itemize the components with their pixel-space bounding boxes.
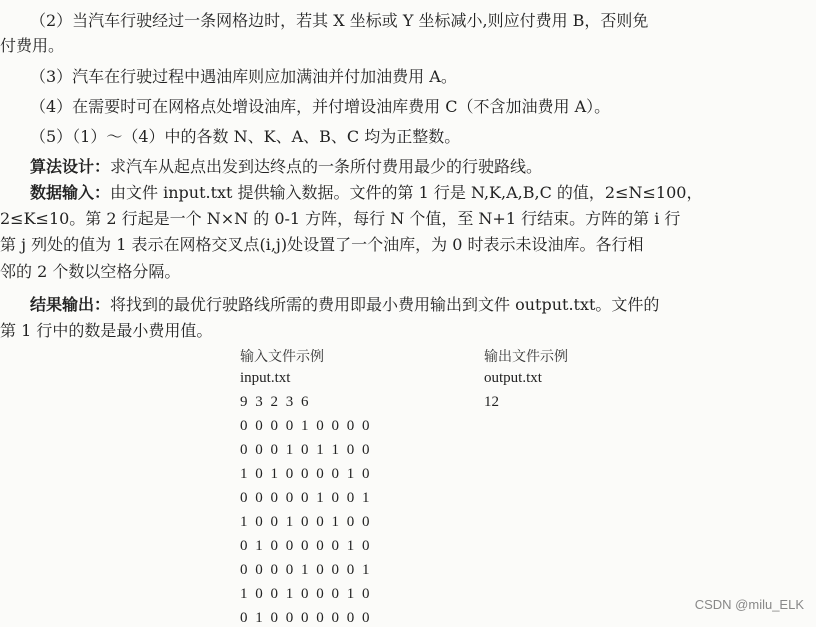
- rule-4: （4）在需要时可在网格点处增设油库，并付增设油库费用 C（不含加油费用 A）。: [30, 97, 611, 116]
- sample-input-line: 1 0 1 0 0 0 0 1 0: [240, 466, 372, 482]
- sample-input-line: 0 0 0 0 1 0 0 0 1: [240, 562, 372, 578]
- sample-input-line: 1 0 0 1 0 0 0 1 0: [240, 586, 372, 602]
- sample-input-line: 1 0 0 1 0 0 1 0 0: [240, 514, 372, 530]
- sample-output-header: 输出文件示例: [484, 349, 568, 365]
- result-output-label: 结果输出：: [30, 295, 111, 314]
- sample-input-line: 0 0 0 0 0 1 0 0 1: [240, 490, 372, 506]
- csdn-watermark: CSDN @milu_ELK: [694, 597, 804, 612]
- rule-2-line-1: （2）当汽车行驶经过一条网格边时，若其 X 坐标或 Y 坐标减小,则应付费用 B，否则免: [30, 11, 649, 30]
- algorithm-text: 求汽车从起点出发到达终点的一条所付费用最少的行驶路线。: [110, 157, 543, 176]
- sample-input-line: 0 0 0 1 0 1 1 0 0: [240, 442, 372, 458]
- algorithm-label: 算法设计：: [30, 157, 111, 176]
- sample-input-line: 0 1 0 0 0 0 0 1 0: [240, 538, 372, 554]
- rule-2-line-2: 付费用。: [0, 36, 65, 55]
- result-output-line-1: 将找到的最优行驶路线所需的费用即最小费用输出到文件 output.txt。文件的: [110, 295, 660, 314]
- sample-output-value: 12: [484, 394, 499, 410]
- sample-input-header: 输入文件示例: [240, 349, 324, 365]
- data-input-section: [30, 180, 816, 205]
- algorithm-section: [30, 154, 816, 179]
- data-input-line-3: 第 j 列处的值为 1 表示在网格交叉点(i,j)处设置了一个油库，为 0 时表示未设油库。各行相: [0, 235, 644, 254]
- data-input-line-1: 由文件 input.txt 提供输入数据。文件的第 1 行是 N,K,A,B,C 的值，2≤N≤100，: [110, 183, 703, 202]
- sample-output-filename: output.txt: [484, 370, 542, 386]
- sample-input-filename: input.txt: [240, 370, 291, 386]
- sample-input-line: 9 3 2 3 6: [240, 394, 311, 410]
- sample-input-line: 0 0 0 0 1 0 0 0 0: [240, 418, 372, 434]
- data-input-label: 数据输入：: [30, 183, 111, 202]
- result-output-section: [30, 292, 816, 317]
- sample-input-line: 0 1 0 0 0 0 0 0 0: [240, 610, 372, 626]
- rule-3: （3）汽车在行驶过程中遇油库则应加满油并付加油费用 A。: [30, 67, 457, 86]
- result-output-line-2: 第 1 行中的数是最小费用值。: [0, 321, 213, 340]
- rule-5: （5）（1）～（4）中的各数 N、K、A、B、C 均为正整数。: [30, 127, 461, 146]
- data-input-line-4: 邻的 2 个数以空格分隔。: [0, 262, 181, 281]
- data-input-line-2: 2≤K≤10。第 2 行起是一个 N×N 的 0-1 方阵，每行 N 个值，至 N+1 行结束。方阵的第 i 行: [0, 209, 681, 228]
